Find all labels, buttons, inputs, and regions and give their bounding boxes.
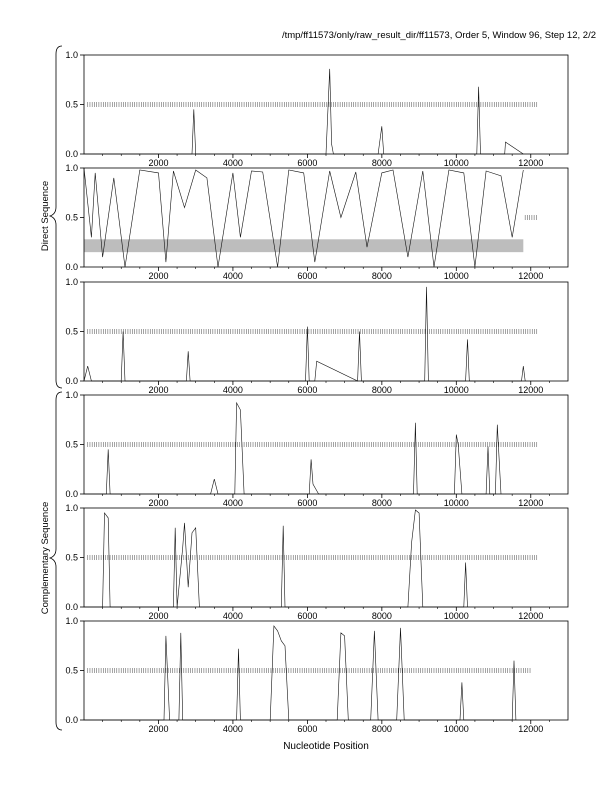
x-tick-label: 12000 [518,611,544,621]
x-tick-label: 12000 [518,498,544,508]
y-tick-label: 1.0 [65,390,78,400]
data-series-line [84,69,523,154]
y-tick-label: 0.5 [65,99,78,110]
panel-1 [65,50,568,168]
x-tick-label: 8000 [371,724,392,734]
y-tick-label: 1.0 [65,50,78,60]
panel-6 [65,616,568,734]
x-tick-label: 6000 [297,158,318,168]
x-tick-label: 4000 [222,385,243,395]
x-tick-label: 12000 [518,724,544,734]
panel-4 [65,390,568,508]
x-tick-label: 10000 [443,498,469,508]
y-tick-label: 1.0 [65,163,78,173]
y-tick-label: 0.5 [65,439,78,450]
x-tick-label: 6000 [297,385,318,395]
x-tick-label: 4000 [222,498,243,508]
y-tick-label: 0.0 [65,376,78,386]
x-tick-label: 4000 [222,724,243,734]
plot-frame [84,508,568,607]
x-tick-label: 12000 [518,385,544,395]
y-tick-label: 0.5 [65,665,78,676]
complementary-sequence-brace [50,392,62,730]
y-tick-label: 0.0 [65,715,78,725]
plot-frame [84,282,568,381]
y-tick-label: 0.5 [65,552,78,563]
x-tick-label: 8000 [371,498,392,508]
x-tick-label: 8000 [371,611,392,621]
x-tick-label: 2000 [148,611,169,621]
x-tick-label: 10000 [443,611,469,621]
x-tick-label: 4000 [222,158,243,168]
highlight-band [84,239,523,252]
x-tick-label: 2000 [148,271,169,281]
direct-sequence-brace [50,46,62,388]
y-tick-label: 0.5 [65,326,78,337]
x-tick-label: 8000 [371,385,392,395]
x-tick-label: 2000 [148,385,169,395]
plot-frame [84,395,568,494]
x-tick-label: 12000 [518,158,544,168]
y-tick-label: 0.0 [65,489,78,499]
panel-5 [65,503,568,621]
complementary-sequence-label: Complementary Sequence [40,501,51,615]
x-tick-label: 10000 [443,385,469,395]
y-tick-label: 0.5 [65,212,78,223]
y-tick-label: 1.0 [65,503,78,513]
x-tick-label: 12000 [518,271,544,281]
x-tick-label: 4000 [222,611,243,621]
y-tick-label: 1.0 [65,616,78,626]
y-tick-label: 1.0 [65,277,78,287]
x-tick-label: 2000 [148,158,169,168]
x-tick-label: 6000 [297,498,318,508]
direct-sequence-label: Direct Sequence [40,180,51,252]
panel-3 [65,277,568,395]
x-tick-label: 4000 [222,271,243,281]
y-tick-label: 0.0 [65,602,78,612]
plot-frame [84,621,568,720]
x-tick-label: 10000 [443,158,469,168]
x-tick-label: 2000 [148,724,169,734]
x-tick-label: 6000 [297,611,318,621]
panels [65,50,568,734]
x-tick-label: 6000 [297,724,318,734]
panel-2 [65,163,568,281]
x-tick-label: 2000 [148,498,169,508]
figure-title: /tmp/ff11573/only/raw_result_dir/ff11573, Order 5, Window 96, Step 12, 2/2 [281,30,596,41]
x-tick-label: 10000 [443,724,469,734]
x-tick-label: 10000 [443,271,469,281]
data-series-line [84,403,501,494]
y-tick-label: 0.0 [65,262,78,272]
x-tick-label: 8000 [371,271,392,281]
y-tick-label: 0.0 [65,149,78,159]
x-tick-label: 8000 [371,158,392,168]
plot-frame [84,55,568,154]
x-tick-label: 6000 [297,271,318,281]
x-axis-label: Nucleotide Position [283,741,369,752]
